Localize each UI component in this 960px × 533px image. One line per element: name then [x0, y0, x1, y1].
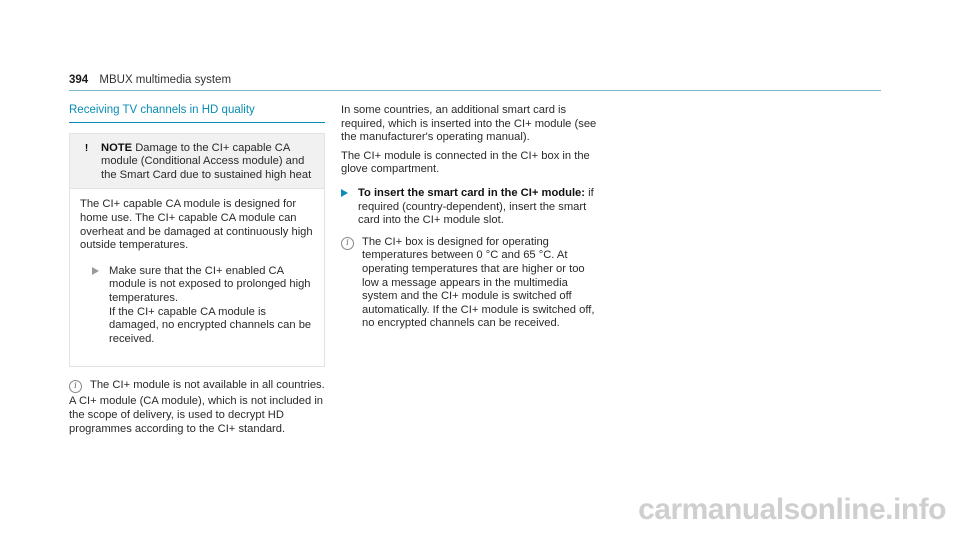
middle-column — [341, 104, 599, 333]
body-paragraph: A CI+ module (CA module), which is not included in the scope of delivery, is used to decrypt HD programmes according to the CI+ standard. — [69, 395, 324, 435]
notice-body — [70, 189, 324, 366]
info-note-middle — [341, 236, 599, 331]
watermark: carmanualsonline.info — [638, 493, 946, 526]
notice-text: Damage to the CI+ capable CA module (Conditional Access module) and the Smart Card due to sustained high heat — [101, 141, 312, 181]
info-note-text: The CI+ module is not available in all countries. — [90, 379, 325, 392]
info-icon: i — [341, 237, 354, 250]
notice-title — [101, 142, 314, 183]
notice-step — [80, 265, 314, 306]
notice-label: NOTE — [101, 141, 133, 154]
notice-header — [70, 134, 324, 190]
info-icon: i — [69, 380, 82, 393]
page-header-title: MBUX multimedia system — [99, 74, 232, 86]
instruction-step-rest: if required (country-dependent), insert the smart card into the CI+ module slot. — [358, 186, 594, 227]
notice-box — [69, 133, 325, 368]
notice-step-text: Make sure that the CI+ enabled CA module is not exposed to prolonged high temperatures. — [109, 264, 311, 304]
instruction-step-text — [358, 187, 599, 228]
notice-body-text: The CI+ capable CA module is designed for home use. The CI+ capable CA module can overheat and be damaged at continuously high outside temperatures. — [80, 198, 313, 252]
warning-icon: ! — [84, 143, 89, 155]
instruction-step — [341, 187, 599, 228]
body-paragraph-2: The CI+ module is connected in the CI+ box in the glove compartment. — [341, 149, 590, 176]
triangle-bullet-icon — [341, 189, 348, 197]
header-rule — [69, 90, 881, 91]
instruction-step-bold: To insert the smart card in the CI+ module: — [358, 186, 585, 199]
triangle-bullet-icon — [92, 267, 99, 275]
info-note-left — [69, 379, 325, 393]
info-note-text: The CI+ box is designed for operating temperatures between 0 °C and 65 °C. At operating temperatures that are higher or too low a message appears in the multimedia system and the CI+ module is switched off automatically. If the CI+ module is switched off, no encrypted channels can be received. — [362, 235, 595, 330]
section-title: Receiving TV channels in HD quality — [69, 104, 325, 123]
notice-step-follow: If the CI+ capable CA module is damaged, no encrypted channels can be received. — [109, 305, 312, 345]
page-header — [69, 74, 881, 86]
left-column — [69, 104, 325, 440]
page-number: 394 — [69, 74, 89, 86]
body-paragraph-1: In some countries, an additional smart card is required, which is inserted into the CI+ module (see the manufacturer's operating manual). — [341, 104, 597, 144]
